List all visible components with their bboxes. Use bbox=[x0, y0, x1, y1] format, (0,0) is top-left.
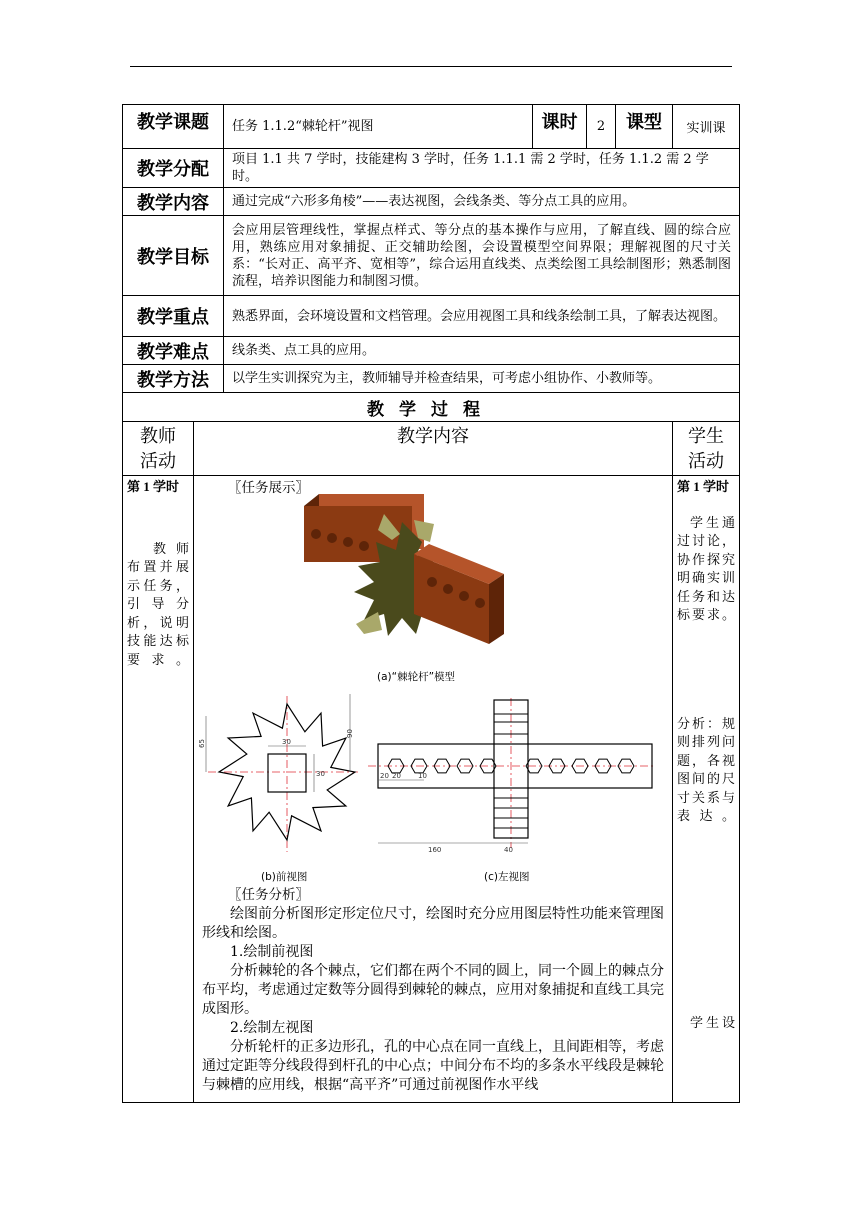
figure-area bbox=[194, 476, 672, 886]
difficulties-label: 教学难点 bbox=[123, 337, 224, 365]
student-activity-text-3: 学生设 bbox=[690, 1015, 735, 1031]
key-points-label: 教学重点 bbox=[123, 296, 224, 337]
caption-b: (b)前视图 bbox=[261, 871, 308, 883]
dim-90: 90 bbox=[346, 729, 354, 738]
teaching-content-cell bbox=[194, 476, 673, 1103]
type-label: 课型 bbox=[616, 105, 673, 149]
hours-value: 2 bbox=[587, 105, 616, 149]
lesson-plan-table bbox=[122, 104, 739, 1103]
methods-value: 以学生实训探究为主，教师辅导并检查结果，可考虑小组协作、小教师等。 bbox=[224, 365, 740, 393]
type-value: 实训课 bbox=[673, 105, 740, 149]
left-view-drawing bbox=[366, 698, 656, 858]
course-topic-value: 任务 1.1.2“棘轮杆”视图 bbox=[224, 105, 533, 149]
dim-65: 65 bbox=[198, 739, 206, 748]
caption-c: (c)左视图 bbox=[484, 871, 530, 883]
header-rule bbox=[130, 66, 732, 67]
teacher-activity-cell bbox=[123, 476, 194, 1103]
left-view-heading: 2.绘制左视图 bbox=[230, 1020, 314, 1036]
task-analysis-heading: 〖任务分析〗 bbox=[228, 887, 309, 903]
analysis-paragraph-1: 绘图前分析图形定形定位尺寸，绘图时充分应用图层特性功能来管理图形线和绘图。 bbox=[202, 906, 664, 941]
dim-20a: 20 bbox=[380, 772, 389, 780]
front-view-drawing bbox=[200, 694, 360, 859]
content-value: 通过完成“六形多角棱”——表达视图，会线条类、等分点工具的应用。 bbox=[224, 188, 740, 216]
student-activity-cell bbox=[673, 476, 740, 1103]
content-label: 教学内容 bbox=[123, 188, 224, 216]
objectives-value: 会应用层管理线性，掌握点样式、等分点的基本操作与应用，了解直线、圆的综合应用，熟练应用对象捕捉、正交辅助绘图，会设置模型空间界限；理解视图的尺寸关系：“长对正、高平齐、宽相等”，综合运用直线类、点类绘图工具绘制图形；熟悉制图流程，培养识图能力和制图习惯。 bbox=[224, 216, 740, 296]
allocation-value: 项目 1.1 共 7 学时，技能建构 3 学时，任务 1.1.1 需 2 学时，任务 1.1.2 需 2 学时。 bbox=[224, 149, 740, 188]
analysis-paragraph-2: 分析棘轮的各个棘点，它们都在两个不同的圆上，同一个圆上的棘点分布平均，考虑通过定数等分圆得到棘轮的棘点，应用对象捕捉和直线工具完成图形。 bbox=[202, 963, 664, 1017]
col-teacher-activity: 教师活动 bbox=[123, 422, 194, 476]
teacher-period: 第 1 学时 bbox=[127, 479, 180, 494]
difficulties-value: 线条类、点工具的应用。 bbox=[224, 337, 740, 365]
allocation-label: 教学分配 bbox=[123, 149, 224, 188]
hours-label: 课时 bbox=[533, 105, 587, 149]
col-student-activity: 学生活动 bbox=[673, 422, 740, 476]
dim-40: 40 bbox=[504, 846, 513, 854]
dim-30b: 30 bbox=[316, 770, 325, 778]
methods-label: 教学方法 bbox=[123, 365, 224, 393]
dim-160: 160 bbox=[428, 846, 442, 854]
col-teaching-content: 教学内容 bbox=[194, 422, 673, 476]
task-show-heading: 〖任务展示〗 bbox=[228, 480, 309, 496]
ratchet-model-figure bbox=[284, 494, 544, 674]
student-period: 第 1 学时 bbox=[677, 479, 730, 494]
dim-30a: 30 bbox=[282, 738, 291, 746]
caption-a: (a)“棘轮杆”模型 bbox=[377, 671, 456, 683]
process-title: 教学过程 bbox=[123, 393, 740, 422]
course-topic-label: 教学课题 bbox=[123, 105, 224, 149]
dim-10: 10 bbox=[418, 772, 427, 780]
dim-20b: 20 bbox=[392, 772, 401, 780]
student-activity-text-1: 学生通过讨论，协作探究明确实训任务和达标要求。 bbox=[677, 515, 735, 623]
teacher-activity-text: 教师布置并展示任务，引导分析，说明技能达标要求。 bbox=[127, 541, 189, 668]
front-view-heading: 1.绘制前视图 bbox=[230, 944, 314, 960]
objectives-label: 教学目标 bbox=[123, 216, 224, 296]
analysis-paragraph-3: 分析轮杆的正多边形孔，孔的中心点在同一直线上，且间距相等，考虑通过定距等分线段得到杆孔的中心点；中间分布不均的多条水平线段是棘轮与棘槽的应用线，根据“高平齐”可通过前视图作水平线 bbox=[202, 1039, 664, 1093]
key-points-value: 熟悉界面，会环境设置和文档管理。会应用视图工具和线条绘制工具，了解表达视图。 bbox=[224, 296, 740, 337]
student-activity-text-2: 分析：规则排列问题，各视图间的尺寸关系与表达。 bbox=[677, 716, 735, 824]
